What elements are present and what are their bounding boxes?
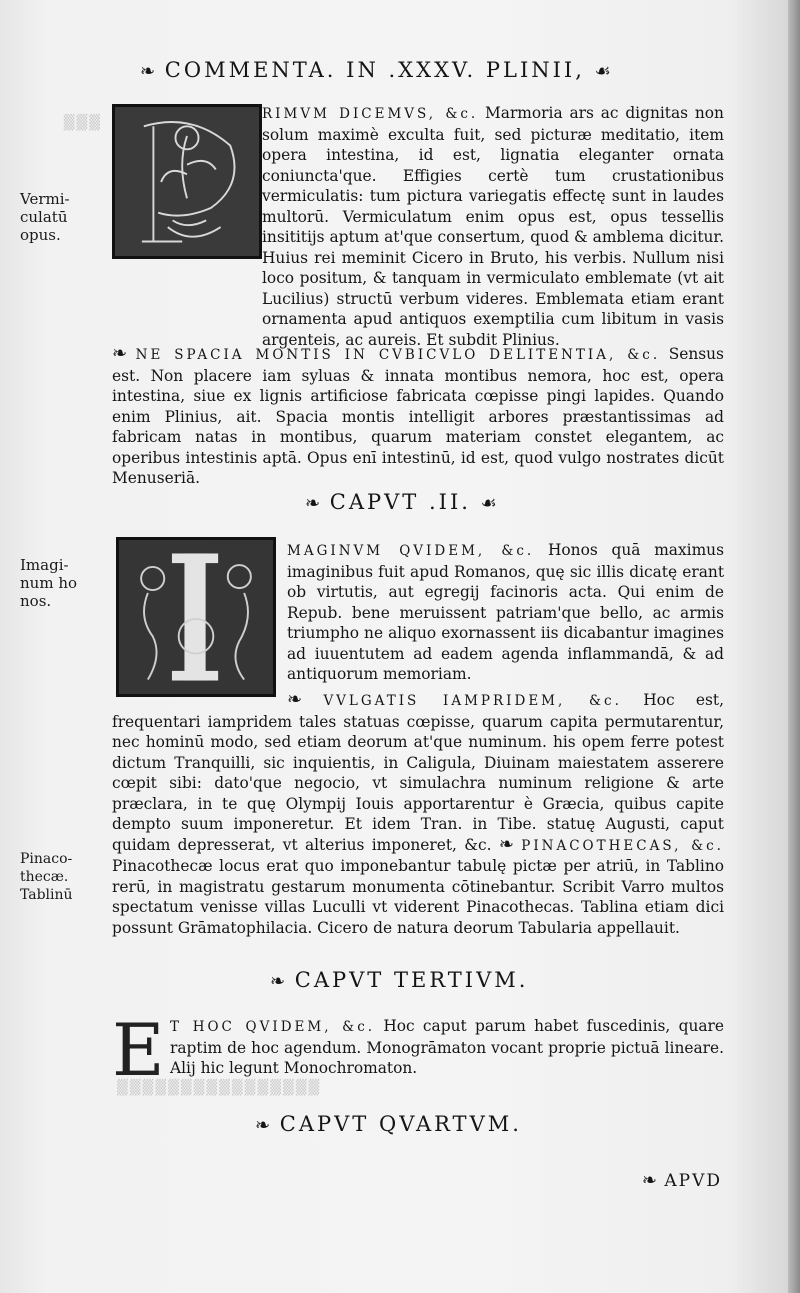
- paragraph-body: Sensus est. Non placere iam syluas & innata montibus nemora, hoc est, opera intestina, siue ex lignis artificiose fabricata cœpisse pingi lapides. Quando enim Plinius, ait. Spacia montis intelligit arbores præstantissimas ad fabricam natas in montibus, quarum materiam constet elegantem, ac operibus intestinis aptā. Opus enī intestinū, id est, quod vulgo nostrates dicūt Menuseriā.: [112, 345, 724, 487]
- chapter-heading-2: [305, 490, 497, 514]
- chapter-heading-4: [255, 1112, 522, 1136]
- lemma-hoc: T HOC QVIDEM, &c.: [170, 1019, 376, 1035]
- margin-note-pinacothecae: Pinaco- thecæ. Tablinū: [20, 851, 73, 903]
- paragraph-spacia: [112, 344, 724, 489]
- chapter-title: CAPVT .II.: [329, 490, 471, 514]
- lemma-vvlgatis: VVLGATIS IAMPRIDEM, &c.: [323, 693, 622, 709]
- catchword-text: APVD: [664, 1171, 722, 1191]
- fleuron-icon: ☙: [480, 493, 497, 514]
- paragraph-body-2: Pinacothecæ locus erat quo imponebantur tabulę pictæ per atriū, in Tablino rerū, in magistratu gestarum monumenta cōtinebantur. Scribit Varro multos spectatum venisse villas Luculli vt viderent Pinacothecas. Tablina etiam dici possunt Grāmatophilacia. Cicero de natura deorum Tabularia appellauit.: [112, 857, 724, 937]
- margin-note-vermiculatum: Vermi- culatū opus.: [20, 190, 70, 244]
- paragraph-hoc-quidem: [112, 1016, 724, 1079]
- lemma-pinacothecas: PINACOTHECAS, &c.: [521, 837, 724, 854]
- paragraph-body: Honos quā maximus imaginibus fuit apud Romanos, quę sic illis dicatę erant ob virtutis, aut egregij facinoris acta. Qui enim de Repub. bene meruissent patriam'que bello, ac armis triumpho ne aliquo exornassent iis dicabantur imagines ad iuuentutem ad eadem agenda inflammandā, & ad antiquorum memoriam.: [287, 541, 724, 683]
- lemma-primvm: RIMVM DICEMVS, &c.: [262, 106, 479, 122]
- fleuron-icon: ☙: [594, 61, 611, 82]
- fleuron-icon: ❧: [255, 1115, 271, 1136]
- show-through-text: ▒▒▒: [61, 115, 100, 131]
- running-head-text: COMMENTA. IN .XXXV. PLINII,: [164, 58, 585, 82]
- fleuron-icon: ❧: [305, 493, 321, 514]
- running-head: [140, 58, 720, 82]
- page-edge: [788, 0, 800, 1293]
- fleuron-icon: ❧: [112, 343, 128, 364]
- chapter-title: CAPVT QVARTVM.: [279, 1112, 522, 1136]
- fleuron-icon: ❧: [498, 833, 514, 855]
- paragraph-body: Hoc est, frequentari iampridem tales statuas cœpisse, quarum capita permutarentur, nec hominū modo, sed etiam deorum at'que numinum. his opem ferre potest dictum Tranquilli, sic inquientis, in Caligula, Diuinam maiestatem asserere cœpit sibi: dato'que negocio, vt simulachra numinum religione & arte præclara, in te quę Olympij Iouis apportarentur è Græcia, quibus capite dempto suum imponeretur. Et idem Tran. in Tibe. statuę Augusti, caput quidam depresserat, vt alterius imponeret, &c.: [112, 691, 724, 854]
- fleuron-icon: ❧: [270, 971, 286, 992]
- paragraph-body: Marmoria ars ac dignitas non solum maximè exculta fuit, sed picturæ meditatio, item opera intestina, id est, lignatia eleganter ornata coniuncta'que. Effigies certè tum crustationibus vermiculatis: tum pictura variegatis effectę sunt in laudes multorū. Vermiculatum enim opus est, opus tessellis insititijs aptum at'que consertum, quod & amblema dicitur. Huius rei meminit Cicero in Bruto, his verbis. Nullum nisi loco positum, & tanquam in vermiculato emblemate (vt ait Lucilius) structū verbum videres. Emblemata etiam erant ornamenta apud antiquos exemptilia cum libitum in vasis argenteis, ac aureis. Et subdit Plinius.: [262, 104, 724, 349]
- margin-note-imaginum: Imagi- num ho nos.: [20, 556, 78, 610]
- paragraph-body: Hoc caput parum habet fuscedinis, quare raptim de hoc agendum. Monogrāmaton vocant proprie pictuā lineare. Alij hic legunt Monochromaton.: [170, 1017, 724, 1077]
- fleuron-icon: ❧: [140, 61, 156, 82]
- chapter-title: CAPVT TERTIVM.: [294, 968, 529, 992]
- paragraph-marmoria: [112, 103, 724, 350]
- fleuron-icon: ❧: [287, 689, 303, 710]
- show-through-text: ▒▒▒▒▒▒▒▒▒▒▒▒▒▒▒▒: [115, 1080, 320, 1096]
- initial-e: E: [112, 1008, 165, 1092]
- lemma-imaginum: MAGINVM QVIDEM, &c.: [287, 543, 535, 559]
- fleuron-icon: ❧: [641, 1170, 657, 1191]
- chapter-heading-3: [270, 968, 528, 992]
- catchword: [642, 1170, 722, 1191]
- paragraph-imaginum: [112, 540, 724, 685]
- paragraph-vvlgatis: [112, 690, 724, 938]
- lemma-spacia: NE SPACIA MONTIS IN CVBICVLO DELITENTIA, &c.: [135, 347, 661, 363]
